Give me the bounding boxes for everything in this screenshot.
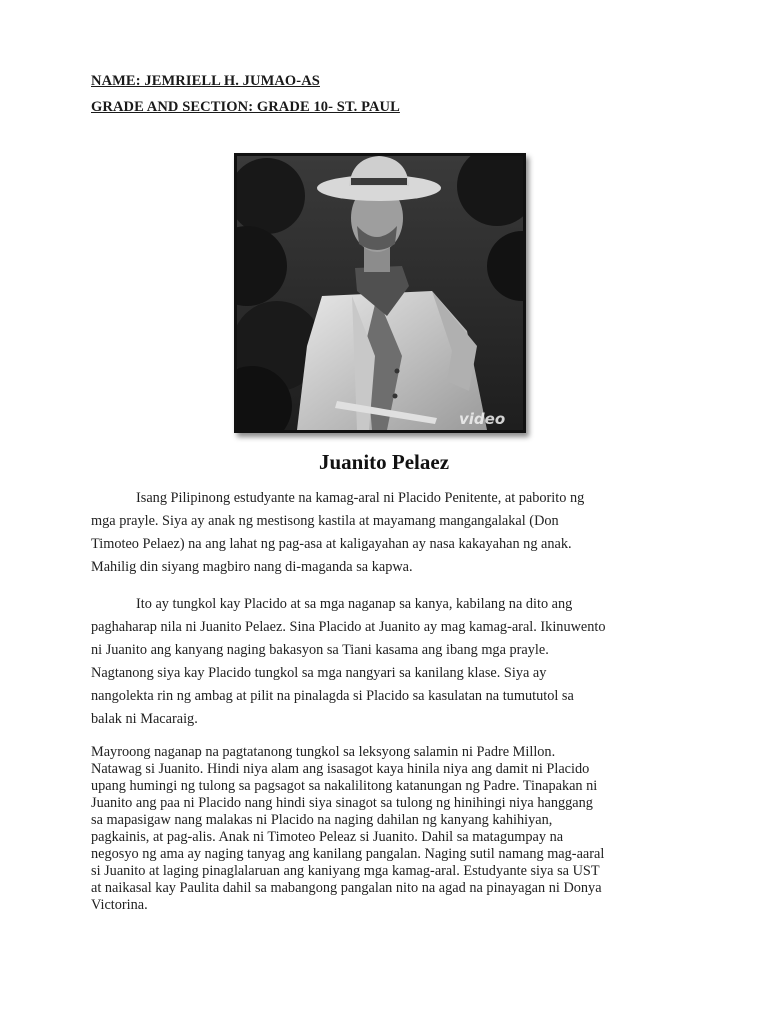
paragraph-line: paghaharap nila ni Juanito Pelaez. Sina Placido at Juanito ay mag kamag-aral. Ikinuwento	[91, 619, 606, 635]
paragraph-line: Ito ay tungkol kay Placido at sa mga naganap sa kanya, kabilang na dito ang	[136, 596, 573, 612]
student-name: NAME: JEMRIELL H. JUMAO-AS	[91, 73, 320, 89]
paragraph-line: mga prayle. Siya ay anak ng mestisong kastila at mayamang mangangalakal (Don	[91, 513, 559, 529]
paragraph-line: upang humingi ng tulong sa pagsagot sa nakalilitong katanungan ng Padre. Tinapakan ni	[91, 778, 598, 794]
paragraph-line: si Juanito at laging pinaglalaruan ang kaniyang mga kamag-aral. Estudyante siya sa UST	[91, 863, 600, 879]
paragraph-line: Victorina.	[91, 897, 148, 913]
portrait-illustration	[237, 156, 523, 430]
page-title: Juanito Pelaez	[318, 450, 450, 474]
grade-and-section: GRADE AND SECTION: GRADE 10- ST. PAUL	[91, 99, 400, 115]
paragraph-line: negosyo ng ama ay naging tanyag ang kanilang pangalan. Naging sutil namang mag-aaral	[91, 846, 605, 862]
paragraph-line: Mahilig din siyang magbiro nang di-maganda sa kapwa.	[91, 559, 413, 575]
paragraph-lesson	[91, 744, 691, 914]
paragraph-line: Natawag si Juanito. Hindi niya alam ang isasagot kaya hinila niya ang damit ni Placido	[91, 761, 590, 777]
paragraph-line: Mayroong naganap na pagtatanong tungkol sa leksyong salamin ni Padre Millon.	[91, 744, 556, 760]
paragraph-placido	[91, 593, 691, 731]
paragraph-line: balak ni Macaraig.	[91, 711, 198, 727]
paragraph-line: Isang Pilipinong estudyante na kamag-aral ni Placido Penitente, at paborito ng	[136, 490, 585, 506]
paragraph-line: sa mapasigaw nang malakas ni Placido na naging dahilan ng kanyang kahihiyan,	[91, 812, 553, 828]
paragraph-line: at naikasal kay Paulita dahil sa mabangong pangalan nito na agad na pinayagan ni Donya	[91, 880, 602, 896]
paragraph-line: Juanito ang paa ni Placido nang hindi siya sinagot sa tulong ng hinihingi niya hanggang	[91, 795, 593, 811]
paragraph-line: ni Juanito ang kanyang naging bakasyon sa Tiani kasama ang ibang mga prayle.	[91, 642, 549, 658]
photo-watermark: video	[459, 410, 506, 428]
paragraph-line: Nagtanong siya kay Placido tungkol sa mga nangyari sa kanilang klase. Siya ay	[91, 665, 547, 681]
paragraph-line: pagkainis, at pag-alis. Anak ni Timoteo Peleaz si Juanito. Dahil sa matagumpay na	[91, 829, 564, 845]
paragraph-intro	[91, 487, 691, 579]
portrait-photo	[234, 153, 526, 433]
paragraph-line: nangolekta rin ng ambag at pilit na pinalagda si Placido sa kasulatan na tumututol sa	[91, 688, 574, 704]
paragraph-line: Timoteo Pelaez) na ang lahat ng pag-asa at kaligayahan ay nasa kakayahan ng anak.	[91, 536, 572, 552]
